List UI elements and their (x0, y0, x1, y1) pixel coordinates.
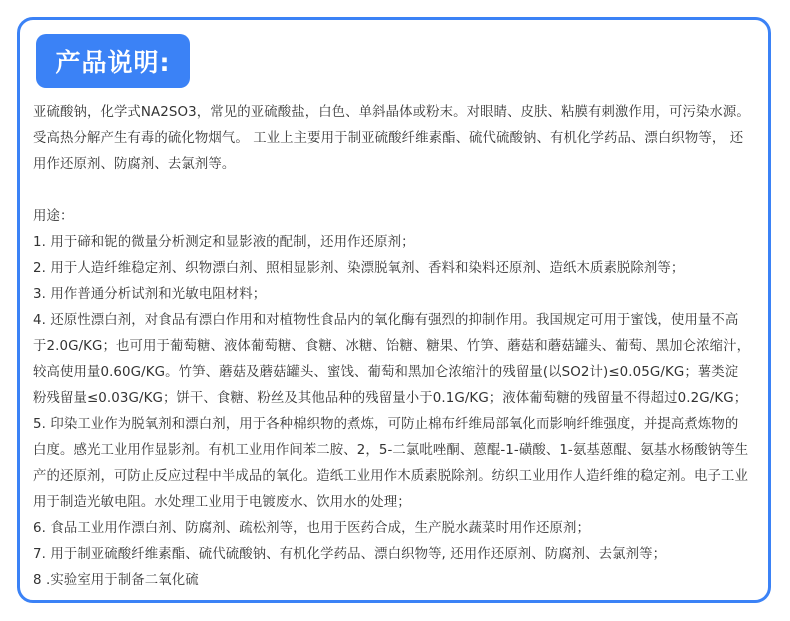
usage-item-6: 6. 食品工业用作漂白剂、防腐剂、疏松剂等，也用于医药合成，生产脱水蔬菜时用作还原剂； (33, 521, 590, 536)
usage-heading: 用途： (33, 209, 74, 224)
usage-item-3: 3. 用作普通分析试剂和光敏电阻材料； (33, 287, 267, 302)
usage-item-8: 8 .实验室用于制备二氧化硫 (33, 573, 199, 588)
usage-item-2: 2. 用于人造纤维稳定剂、织物漂白剂、照相显影剂、染漂脱氧剂、香料和染料还原剂、造纸木质素脱除剂等； (33, 261, 685, 276)
section-title: 产品说明: (55, 48, 171, 77)
usage-item-7: 7. 用于制亚硫酸纤维素酯、硫代硫酸钠、有机化学药品、漂白织物等, 还用作还原剂、防腐剂、去氯剂等； (33, 547, 667, 562)
usage-item-5: 5. 印染工业作为脱氧剂和漂白剂，用于各种棉织物的煮炼，可防止棉布纤维局部氧化而影响纤维强度，并提高煮炼物的白度。感光工业用作显影剂。有机工业用作间苯二胺、2，5-二氯吡唑酮、蒽醌-1-磺酸、1-氨基蒽醌、氨基水杨酸钠等生产的还原剂，可防止反应过程中半成品的氧化。造纸工业用作木质素脱除剂。纺织工业用作人造纤维的稳定剂。电子工业用于制造光敏电阻。水处理工业用于电镀废水、饮用水的处理； (33, 417, 749, 510)
usage-item-1: 1. 用于碲和铌的微量分析测定和显影液的配制，还用作还原剂； (33, 235, 415, 250)
intro-paragraph: 亚硫酸钠，化学式NA2SO3，常见的亚硫酸盐，白色、单斜晶体或粉末。对眼睛、皮肤、粘膜有刺激作用，可污染水源。受高热分解产生有毒的硫化物烟气。 工业上主要用于制亚硫酸纤维素酯、硫代硫酸钠、有机化学药品、漂白织物等， 还用作还原剂、防腐剂、去氯剂等。 (33, 105, 750, 172)
product-description (33, 100, 751, 594)
usage-item-4: 4. 还原性漂白剂，对食品有漂白作用和对植物性食品内的氧化酶有强烈的抑制作用。我国规定可用于蜜饯，使用量不高于2.0G/KG；也可用于葡萄糖、液体葡萄糖、食糖、冰糖、饴糖、糖果、竹笋、蘑菇和蘑菇罐头、葡萄、黑加仑浓缩汁，较高使用量0.60G/KG。竹笋、蘑菇及蘑菇罐头、蜜饯、葡萄和黑加仑浓缩汁的残留量(以SO2计)≤0.05G/KG；薯类淀粉残留量≤0.03G/KG；饼干、食糖、粉丝及其他品种的残留量小于0.1G/KG；液体葡萄糖的残留量不得超过0.2G/KG； (33, 313, 751, 406)
paragraph-spacer (33, 178, 751, 204)
section-title-badge (36, 34, 190, 88)
